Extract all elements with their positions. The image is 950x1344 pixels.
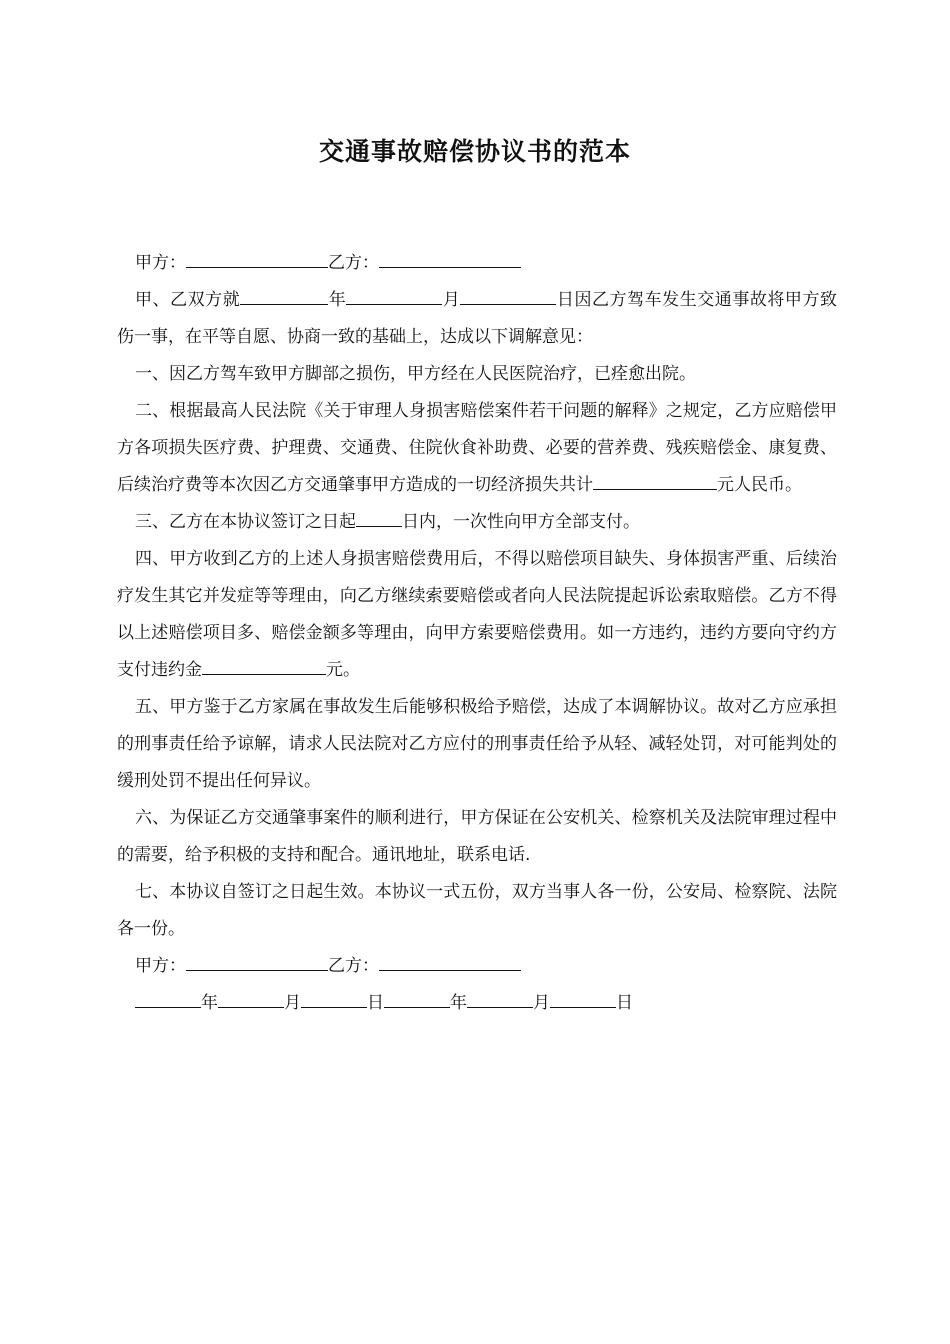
intro-text-1: 甲、乙双方就	[135, 290, 241, 310]
clause-5: 五、甲方鉴于乙方家属在事故发生后能够积极给予赔偿，达成了本调解协议。故对乙方应承担的刑事责任给予谅解，请求人民法院对乙方应付的刑事责任给予从轻、减轻处罚，对可能判处的缓刑处罚不提出任何异议。	[117, 697, 837, 791]
date-b-year-label: 年	[450, 993, 467, 1013]
party-a-label: 甲方：	[135, 253, 186, 273]
clause-6: 六、为保证乙方交通肇事案件的顺利进行，甲方保证在公安机关、检察机关及法院审理过程中的需要，给予积极的支持和配合。通讯地址，联系电话.	[117, 808, 837, 865]
intro-paragraph	[117, 282, 837, 356]
clause-4	[117, 541, 837, 689]
date-b-month-label: 月	[533, 993, 550, 1013]
year-blank	[240, 282, 328, 305]
date-a-year-label: 年	[201, 993, 218, 1013]
date-a-day-label: 日	[367, 993, 384, 1013]
signature-party-b-label: 乙方：	[328, 956, 379, 976]
date-a-year-blank	[135, 985, 201, 1008]
days-blank	[356, 504, 402, 527]
date-a-day-blank	[301, 985, 367, 1008]
date-a-month-label: 月	[284, 993, 301, 1013]
date-a-month-blank	[218, 985, 284, 1008]
clause-2-suffix: 元人民币。	[717, 475, 802, 495]
date-b-day-label: 日	[616, 993, 633, 1013]
signature-party-a-label: 甲方：	[135, 956, 186, 976]
party-b-label: 乙方：	[328, 253, 379, 273]
clause-1: 一、因乙方驾车致甲方脚部之损伤，甲方经在人民医院治疗，已痊愈出院。	[135, 364, 696, 384]
month-blank	[346, 282, 442, 305]
clause-3	[117, 504, 837, 541]
party-line	[117, 245, 837, 282]
intro-text-2: 日因乙方驾车发生交通事故将甲方致伤一事，在平等自愿、协商一致的基础上，达成以下调解意见：	[117, 290, 838, 347]
clause-4-suffix: 元。	[326, 660, 360, 680]
clause-3-prefix: 三、乙方在本协议签订之日起	[135, 512, 356, 532]
signature-date-line	[117, 985, 837, 1022]
clause-7: 七、本协议自签订之日起生效。本协议一式五份，双方当事人各一份，公安局、检察院、法院各一份。	[117, 882, 837, 939]
day-blank	[460, 282, 556, 305]
date-b-year-blank	[384, 985, 450, 1008]
penalty-blank	[202, 652, 326, 675]
party-a-blank	[186, 245, 328, 268]
amount-blank	[593, 467, 717, 490]
party-b-blank	[379, 245, 521, 268]
document-body	[117, 245, 837, 1022]
clause-2	[117, 393, 837, 504]
clause-4-text: 四、甲方收到乙方的上述人身损害赔偿费用后，不得以赔偿项目缺失、身体损害严重、后续治疗发生其它并发症等等理由，向乙方继续索要赔偿或者向人民法院提起诉讼索取赔偿。乙方不得以上述赔偿项目多、赔偿金额多等理由，向甲方索要赔偿费用。如一方违约，违约方要向守约方支付违约金	[117, 549, 837, 680]
signature-party-line	[117, 948, 837, 985]
month-label: 月	[442, 290, 461, 310]
signature-party-b-blank	[379, 948, 521, 971]
document-title: 交通事故赔偿协议书的范本	[318, 137, 631, 166]
signature-party-a-blank	[186, 948, 328, 971]
date-b-day-blank	[550, 985, 616, 1008]
year-label: 年	[328, 290, 347, 310]
date-b-month-blank	[467, 985, 533, 1008]
clause-3-suffix: 日内，一次性向甲方全部支付。	[402, 512, 640, 532]
clause-2-text: 二、根据最高人民法院《关于审理人身损害赔偿案件若干问题的解释》之规定，乙方应赔偿甲方各项损失医疗费、护理费、交通费、住院伙食补助费、必要的营养费、残疾赔偿金、康复费、后续治疗费等本次因乙方交通肇事甲方造成的一切经济损失共计	[117, 401, 837, 495]
